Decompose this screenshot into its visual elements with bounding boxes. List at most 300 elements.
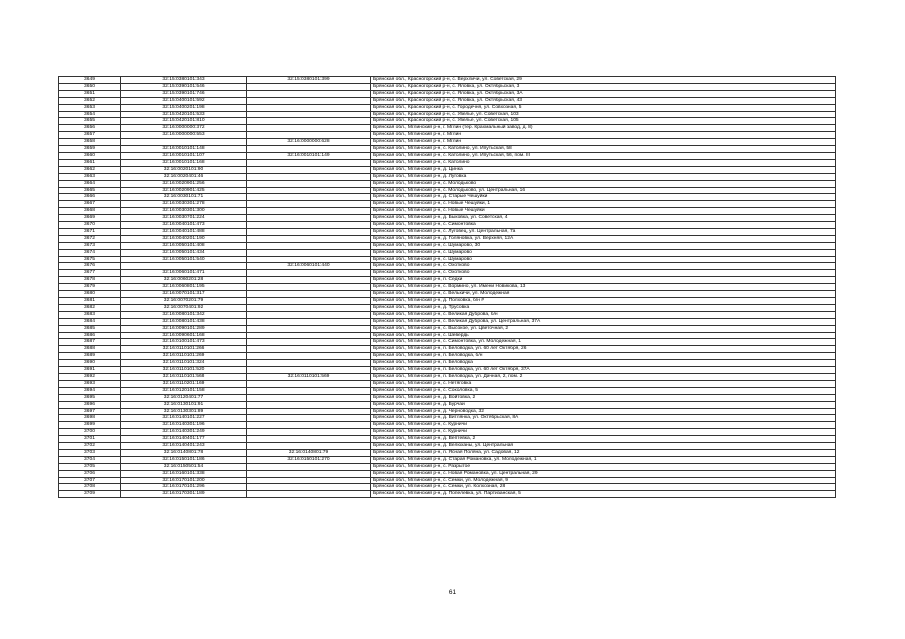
table-row — [59, 415, 836, 422]
address-cell: Брянская обл., Мглинский р-н, д. Луговка — [371, 173, 836, 180]
cadastral-number-cell: 32:16:0170101:200 — [121, 477, 247, 484]
address-cell: Брянская обл., Мглинский р-н, г. Мглин — [371, 139, 836, 146]
row-number-cell: 3649 — [59, 77, 121, 84]
cadastral-number-cell — [121, 139, 247, 146]
related-cadastral-number-cell — [247, 367, 371, 374]
row-number-cell: 3653 — [59, 104, 121, 111]
related-cadastral-number-cell — [247, 97, 371, 104]
cadastral-number-cell: 32:16:0090601:168 — [121, 332, 247, 339]
related-cadastral-number-cell — [247, 235, 371, 242]
cadastral-number-cell: 32:16:0020401:46 — [121, 173, 247, 180]
related-cadastral-number-cell — [247, 173, 371, 180]
table-row — [59, 284, 836, 291]
row-number-cell: 3654 — [59, 111, 121, 118]
cadastral-number-cell: 32:16:0080101:342 — [121, 311, 247, 318]
cadastral-number-cell: 32:16:0070101:317 — [121, 291, 247, 298]
cadastral-number-cell: 32:15:0390101:546 — [121, 83, 247, 90]
related-cadastral-number-cell — [247, 187, 371, 194]
row-number-cell: 3683 — [59, 311, 121, 318]
row-number-cell: 3701 — [59, 436, 121, 443]
table-row — [59, 125, 836, 132]
table-row — [59, 146, 836, 153]
address-cell: Брянская обл., Мглинский р-н, п. Беловодка, ул. Дачная, 2, пом. 2 — [371, 373, 836, 380]
table-row — [59, 83, 836, 90]
row-number-cell: 3667 — [59, 201, 121, 208]
address-cell: Брянская обл., Красногорский р-н, с. Увелье, ул. Советская, 105 — [371, 118, 836, 125]
related-cadastral-number-cell: 32:16:0060101:440 — [247, 263, 371, 270]
row-number-cell: 3665 — [59, 187, 121, 194]
table-row — [59, 443, 836, 450]
row-number-cell: 3703 — [59, 449, 121, 456]
address-cell: Брянская обл., Мглинский р-н, с. Велькичи, ул. Молодежная — [371, 291, 836, 298]
related-cadastral-number-cell — [247, 304, 371, 311]
cadastral-number-cell: 32:16:0040101:488 — [121, 228, 247, 235]
row-number-cell: 3702 — [59, 443, 121, 450]
cadastral-number-cell: 32:16:0010101:148 — [121, 146, 247, 153]
related-cadastral-number-cell — [247, 222, 371, 229]
table-row — [59, 298, 836, 305]
cadastral-number-cell: 32:16:0150101:186 — [121, 456, 247, 463]
cadastral-number-cell: 32:16:0050101:408 — [121, 242, 247, 249]
row-number-cell: 3669 — [59, 215, 121, 222]
cadastral-number-cell: 32:16:0140301:196 — [121, 422, 247, 429]
address-cell: Брянская обл., Мглинский р-н, с. Семки, ул. Молодежная, 9 — [371, 477, 836, 484]
address-cell: Брянская обл., Красногорский р-н, с. Яловка, ул. Октябрьская, 3 — [371, 83, 836, 90]
address-cell: Брянская обл., Мглинский р-н, д. Вептевка, 2 — [371, 436, 836, 443]
cadastral-number-cell: 32:16:0120401:77 — [121, 394, 247, 401]
address-cell: Брянская обл., Мглинский р-н, д. Бурчаи — [371, 401, 836, 408]
address-cell: Брянская обл., Мглинский р-н, с. Семки, ул. Колхозная, 28 — [371, 484, 836, 491]
related-cadastral-number-cell — [247, 353, 371, 360]
row-number-cell: 3656 — [59, 125, 121, 132]
cadastral-number-cell: 32:16:0100101:473 — [121, 339, 247, 346]
related-cadastral-number-cell: 32:16:0010101:149 — [247, 152, 371, 159]
table-row — [59, 187, 836, 194]
address-cell: Брянская обл., Мглинский р-н, с. Великая Дуброва, б/н — [371, 311, 836, 318]
table-row — [59, 394, 836, 401]
table-row — [59, 325, 836, 332]
cadastral-number-cell: 32:16:0030701:224 — [121, 215, 247, 222]
row-number-cell: 3696 — [59, 401, 121, 408]
address-cell: Брянская обл., Мглинский р-н, д. Трусовка — [371, 304, 836, 311]
table-row — [59, 104, 836, 111]
table-row — [59, 118, 836, 125]
cadastral-number-cell: 32:15:0420101:810 — [121, 118, 247, 125]
address-cell: Брянская обл., Красногорский р-н, с. Городечня, ул. Совхозная, 5 — [371, 104, 836, 111]
address-cell: Брянская обл., Мглинский р-н, п. Беловодка, ул. 60 лет Октября, 26 — [371, 346, 836, 353]
address-cell: Брянская обл., Мглинский р-н, п. Беловодка — [371, 360, 836, 367]
address-cell: Брянская обл., Мглинский р-н, д. Старая Романовка, ул. Молодежная, 1 — [371, 456, 836, 463]
related-cadastral-number-cell — [247, 422, 371, 429]
cadastral-number-cell: 32:16:0140401:243 — [121, 443, 247, 450]
table-row — [59, 449, 836, 456]
related-cadastral-number-cell — [247, 470, 371, 477]
cadastral-number-cell: 32:16:0110101:266 — [121, 346, 247, 353]
cadastral-number-cell: 32:16:0170101:296 — [121, 484, 247, 491]
address-cell: Брянская обл., Мглинский р-н, д. Голяновка, ул. Верхняя, 12А — [371, 235, 836, 242]
table-row — [59, 291, 836, 298]
cadastral-number-cell: 32:16:0140401:177 — [121, 436, 247, 443]
address-cell: Брянская обл., Мглинский р-н, г. Мглин (тер. Крахмальный завод, д. 8) — [371, 125, 836, 132]
table-row — [59, 235, 836, 242]
address-cell: Брянская обл., Мглинский р-н, с. Охотково — [371, 270, 836, 277]
cadastral-number-cell: 32:16:0120101:158 — [121, 387, 247, 394]
cadastral-number-cell: 32:15:0420101:533 — [121, 111, 247, 118]
address-cell: Брянская обл., Мглинский р-н, с. Охотково — [371, 263, 836, 270]
related-cadastral-number-cell — [247, 270, 371, 277]
row-number-cell: 3675 — [59, 256, 121, 263]
table-row — [59, 484, 836, 491]
related-cadastral-number-cell — [247, 408, 371, 415]
address-cell: Брянская обл., Мглинский р-н, с. Курничи — [371, 429, 836, 436]
cadastral-number-cell: 32:16:0020101:90 — [121, 166, 247, 173]
related-cadastral-number-cell — [247, 394, 371, 401]
related-cadastral-number-cell — [247, 339, 371, 346]
row-number-cell: 3658 — [59, 139, 121, 146]
cadastral-number-cell: 32:16:0140101:227 — [121, 415, 247, 422]
address-cell: Брянская обл., Мглинский р-н, п. Беловодка, ул. 60 лет Октября, 37А — [371, 367, 836, 374]
related-cadastral-number-cell: 32:16:0000000:628 — [247, 139, 371, 146]
cadastral-number-cell: 32:16:0050101:540 — [121, 256, 247, 263]
table-row — [59, 159, 836, 166]
row-number-cell: 3652 — [59, 97, 121, 104]
row-number-cell: 3674 — [59, 249, 121, 256]
row-number-cell: 3670 — [59, 222, 121, 229]
table-row — [59, 491, 836, 498]
table-row — [59, 367, 836, 374]
row-number-cell: 3666 — [59, 194, 121, 201]
cadastral-number-cell — [121, 263, 247, 270]
row-number-cell: 3685 — [59, 325, 121, 332]
table-row — [59, 318, 836, 325]
row-number-cell: 3691 — [59, 367, 121, 374]
row-number-cell: 3706 — [59, 470, 121, 477]
row-number-cell: 3661 — [59, 159, 121, 166]
table-row — [59, 311, 836, 318]
row-number-cell: 3679 — [59, 284, 121, 291]
address-cell: Брянская обл., Мглинский р-н, с. Новые Чешуйки, 1 — [371, 201, 836, 208]
related-cadastral-number-cell — [247, 104, 371, 111]
cadastral-number-cell: 32:16:0040201:190 — [121, 235, 247, 242]
cadastral-number-cell: 32:16:0060801:195 — [121, 284, 247, 291]
table-row — [59, 408, 836, 415]
cadastral-number-cell: 32:16:0030301:300 — [121, 208, 247, 215]
row-number-cell: 3662 — [59, 166, 121, 173]
cadastral-number-cell: 32:16:0070401:92 — [121, 304, 247, 311]
row-number-cell: 3682 — [59, 304, 121, 311]
address-cell: Брянская обл., Мглинский р-н, с. Вормино, ул. Имени Новикова, 13 — [371, 284, 836, 291]
table-row — [59, 180, 836, 187]
related-cadastral-number-cell — [247, 484, 371, 491]
address-cell: Брянская обл., Красногорский р-н, с. Верхличи, ул. Советская, 29 — [371, 77, 836, 84]
cadastral-number-cell: 32:16:0050101:434 — [121, 249, 247, 256]
cadastral-number-cell: 32:16:0060101:471 — [121, 270, 247, 277]
address-cell: Брянская обл., Мглинский р-н, с. Симонтовка — [371, 222, 836, 229]
cadastral-number-cell: 32:16:0020901:256 — [121, 180, 247, 187]
related-cadastral-number-cell — [247, 346, 371, 353]
address-cell: Брянская обл., Мглинский р-н, с. Высокое, ул. Цветочная, 2 — [371, 325, 836, 332]
table-row — [59, 332, 836, 339]
row-number-cell: 3676 — [59, 263, 121, 270]
address-cell: Брянская обл., Мглинский р-н, с. Курничи — [371, 422, 836, 429]
address-cell: Брянская обл., Мглинский р-н, с. Новая Романовка, ул. Центральная, 29 — [371, 470, 836, 477]
table-row — [59, 422, 836, 429]
related-cadastral-number-cell — [247, 159, 371, 166]
cadastral-number-cell: 32:16:0090101:289 — [121, 325, 247, 332]
table-row — [59, 470, 836, 477]
table-row — [59, 387, 836, 394]
table-row — [59, 429, 836, 436]
address-cell: Брянская обл., Мглинский р-н, с. Шумарово, 30 — [371, 242, 836, 249]
related-cadastral-number-cell: 32:16:0150101:270 — [247, 456, 371, 463]
related-cadastral-number-cell — [247, 125, 371, 132]
row-number-cell: 3671 — [59, 228, 121, 235]
row-number-cell: 3650 — [59, 83, 121, 90]
table-row — [59, 97, 836, 104]
address-cell: Брянская обл., Красногорский р-н, с. Яловка, ул. Октябрьская, 3А — [371, 90, 836, 97]
related-cadastral-number-cell — [247, 332, 371, 339]
cadastral-number-cell: 32:15:0390101:746 — [121, 90, 247, 97]
table-row — [59, 353, 836, 360]
related-cadastral-number-cell — [247, 249, 371, 256]
row-number-cell: 3694 — [59, 387, 121, 394]
registry-table-body — [59, 77, 836, 498]
table-row — [59, 152, 836, 159]
related-cadastral-number-cell — [247, 463, 371, 470]
related-cadastral-number-cell — [247, 311, 371, 318]
row-number-cell: 3663 — [59, 173, 121, 180]
cadastral-number-cell: 32:16:0130301:89 — [121, 408, 247, 415]
row-number-cell: 3672 — [59, 235, 121, 242]
address-cell: Брянская обл., Мглинский р-н, с. Католино, ул. Ипутьская, 56, пом. III — [371, 152, 836, 159]
table-row — [59, 132, 836, 139]
table-row — [59, 77, 836, 84]
table-row — [59, 90, 836, 97]
related-cadastral-number-cell — [247, 194, 371, 201]
cadastral-number-cell: 32:16:0140301:249 — [121, 429, 247, 436]
related-cadastral-number-cell — [247, 401, 371, 408]
related-cadastral-number-cell — [247, 228, 371, 235]
address-cell: Брянская обл., Мглинский р-н, п. Седки — [371, 277, 836, 284]
cadastral-number-cell: 32:16:0080101:438 — [121, 318, 247, 325]
cadastral-number-cell: 32:16:0000000:372 — [121, 125, 247, 132]
row-number-cell: 3678 — [59, 277, 121, 284]
related-cadastral-number-cell — [247, 415, 371, 422]
related-cadastral-number-cell — [247, 256, 371, 263]
row-number-cell: 3707 — [59, 477, 121, 484]
cadastral-number-cell: 32:16:0140801:78 — [121, 449, 247, 456]
cadastral-number-cell: 32:16:0110101:324 — [121, 360, 247, 367]
related-cadastral-number-cell — [247, 90, 371, 97]
table-row — [59, 380, 836, 387]
address-cell: Брянская обл., Мглинский р-н, д. Войтовка, 2 — [371, 394, 836, 401]
table-row — [59, 277, 836, 284]
table-row — [59, 401, 836, 408]
table-row — [59, 456, 836, 463]
address-cell: Брянская обл., Мглинский р-н, г. Мглин — [371, 132, 836, 139]
address-cell: Брянская обл., Мглинский р-н, с. Симонтовка, ул. Молодежная, 1 — [371, 339, 836, 346]
related-cadastral-number-cell — [247, 166, 371, 173]
cadastral-number-cell: 32:16:0030301:278 — [121, 201, 247, 208]
related-cadastral-number-cell — [247, 111, 371, 118]
related-cadastral-number-cell — [247, 291, 371, 298]
row-number-cell: 3688 — [59, 346, 121, 353]
related-cadastral-number-cell — [247, 242, 371, 249]
related-cadastral-number-cell — [247, 436, 371, 443]
row-number-cell: 3657 — [59, 132, 121, 139]
table-row — [59, 346, 836, 353]
row-number-cell: 3689 — [59, 353, 121, 360]
table-row — [59, 173, 836, 180]
address-cell: Брянская обл., Мглинский р-н, д. Черноводка, 32 — [371, 408, 836, 415]
related-cadastral-number-cell: 32:16:0140801:79 — [247, 449, 371, 456]
table-row — [59, 270, 836, 277]
address-cell: Брянская обл., Мглинский р-н, п. Беловодка, б/н — [371, 353, 836, 360]
cadastral-number-cell: 32:16:0110101:520 — [121, 367, 247, 374]
related-cadastral-number-cell — [247, 491, 371, 498]
address-cell: Брянская обл., Мглинский р-н, д. Велюханы, ул. Центральная — [371, 443, 836, 450]
address-cell: Брянская обл., Мглинский р-н, с. Шевердь — [371, 332, 836, 339]
table-row — [59, 208, 836, 215]
address-cell: Брянская обл., Мглинский р-н, с. Разрытое — [371, 463, 836, 470]
related-cadastral-number-cell — [247, 443, 371, 450]
row-number-cell: 3686 — [59, 332, 121, 339]
cadastral-number-cell: 32:15:0400201:198 — [121, 104, 247, 111]
related-cadastral-number-cell — [247, 318, 371, 325]
table-row — [59, 263, 836, 270]
page-number: 61 — [448, 589, 457, 596]
cadastral-number-cell: 32:16:0010101:107 — [121, 152, 247, 159]
address-cell: Брянская обл., Мглинский р-н, д. Полховка, б/н # — [371, 298, 836, 305]
related-cadastral-number-cell — [247, 477, 371, 484]
related-cadastral-number-cell — [247, 208, 371, 215]
related-cadastral-number-cell — [247, 118, 371, 125]
row-number-cell: 3673 — [59, 242, 121, 249]
related-cadastral-number-cell — [247, 132, 371, 139]
cadastral-number-cell: 32:16:0060201:28 — [121, 277, 247, 284]
address-cell: Брянская обл., Мглинский р-н, д. Цинка — [371, 166, 836, 173]
row-number-cell: 3705 — [59, 463, 121, 470]
row-number-cell: 3655 — [59, 118, 121, 125]
table-row — [59, 201, 836, 208]
row-number-cell: 3651 — [59, 90, 121, 97]
address-cell: Брянская обл., Красногорский р-н, с. Увелье, ул. Советская, 103 — [371, 111, 836, 118]
row-number-cell: 3684 — [59, 318, 121, 325]
row-number-cell: 3699 — [59, 422, 121, 429]
related-cadastral-number-cell: 32:16:0110101:569 — [247, 373, 371, 380]
table-row — [59, 194, 836, 201]
related-cadastral-number-cell — [247, 284, 371, 291]
address-cell: Брянская обл., Мглинский р-н, д. Быковка, ул. Советская, 4 — [371, 215, 836, 222]
related-cadastral-number-cell — [247, 201, 371, 208]
row-number-cell: 3690 — [59, 360, 121, 367]
row-number-cell: 3695 — [59, 394, 121, 401]
table-row — [59, 242, 836, 249]
related-cadastral-number-cell — [247, 429, 371, 436]
address-cell: Брянская обл., Мглинский р-н, д. Витлянка, ул. Октябрьская, 8А — [371, 415, 836, 422]
related-cadastral-number-cell — [247, 215, 371, 222]
address-cell: Брянская обл., Мглинский р-н, с. Шумарово — [371, 256, 836, 263]
table-row — [59, 249, 836, 256]
address-cell: Брянская обл., Мглинский р-н, с. Соколовка, 5 — [371, 387, 836, 394]
row-number-cell: 3687 — [59, 339, 121, 346]
table-row — [59, 256, 836, 263]
address-cell: Брянская обл., Мглинский р-н, п. Ясная Поляна, ул. Садовая, 12 — [371, 449, 836, 456]
address-cell: Брянская обл., Мглинский р-н, с. Католино — [371, 159, 836, 166]
row-number-cell: 3664 — [59, 180, 121, 187]
table-row — [59, 477, 836, 484]
table-row — [59, 436, 836, 443]
row-number-cell: 3698 — [59, 415, 121, 422]
cadastral-number-cell: 32:16:0170301:189 — [121, 491, 247, 498]
row-number-cell: 3680 — [59, 291, 121, 298]
related-cadastral-number-cell — [247, 298, 371, 305]
address-cell: Брянская обл., Мглинский р-н, с. Великая Дуброва, ул. Центральная, 37А — [371, 318, 836, 325]
row-number-cell: 3668 — [59, 208, 121, 215]
cadastral-number-cell: 32:16:0110101:269 — [121, 353, 247, 360]
cadastral-number-cell: 32:16:0040101:473 — [121, 222, 247, 229]
table-row — [59, 360, 836, 367]
cadastral-number-cell: 32:16:0030101:71 — [121, 194, 247, 201]
table-row — [59, 463, 836, 470]
cadastral-number-cell: 32:16:0160101:338 — [121, 470, 247, 477]
row-number-cell: 3693 — [59, 380, 121, 387]
related-cadastral-number-cell: 32:15:0380101:399 — [247, 77, 371, 84]
table-row — [59, 228, 836, 235]
cadastral-number-cell: 32:16:0150501:54 — [121, 463, 247, 470]
cadastral-number-cell: 32:16:0130101:91 — [121, 401, 247, 408]
row-number-cell: 3660 — [59, 152, 121, 159]
related-cadastral-number-cell — [247, 277, 371, 284]
address-cell: Брянская обл., Мглинский р-н, с. Нетяговка — [371, 380, 836, 387]
row-number-cell: 3659 — [59, 146, 121, 153]
table-row — [59, 139, 836, 146]
related-cadastral-number-cell — [247, 360, 371, 367]
cadastral-number-cell: 32:16:0110101:568 — [121, 373, 247, 380]
cadastral-number-cell: 32:16:0020901:425 — [121, 187, 247, 194]
table-row — [59, 222, 836, 229]
row-number-cell: 3708 — [59, 484, 121, 491]
table-row — [59, 339, 836, 346]
cadastral-number-cell: 32:15:0400101:592 — [121, 97, 247, 104]
table-row — [59, 111, 836, 118]
table-row — [59, 373, 836, 380]
row-number-cell: 3709 — [59, 491, 121, 498]
table-row — [59, 166, 836, 173]
address-cell: Брянская обл., Мглинский р-н, с. Шумарово — [371, 249, 836, 256]
row-number-cell: 3700 — [59, 429, 121, 436]
cadastral-number-cell: 32:16:0110201:169 — [121, 380, 247, 387]
address-cell: Брянская обл., Мглинский р-н, д. Попелевка, ул. Партизанская, 5 — [371, 491, 836, 498]
row-number-cell: 3704 — [59, 456, 121, 463]
cadastral-number-cell: 32:16:0070201:79 — [121, 298, 247, 305]
related-cadastral-number-cell — [247, 380, 371, 387]
related-cadastral-number-cell — [247, 83, 371, 90]
row-number-cell: 3677 — [59, 270, 121, 277]
table-row — [59, 215, 836, 222]
cadastral-number-cell: 32:15:0380101:343 — [121, 77, 247, 84]
address-cell: Брянская обл., Мглинский р-н, с. Католино, ул. Ипутьская, 58 — [371, 146, 836, 153]
address-cell: Брянская обл., Красногорский р-н, с. Яловка, ул. Октябрьская, 43 — [371, 97, 836, 104]
address-cell: Брянская обл., Мглинский р-н, с. Молодьково — [371, 180, 836, 187]
address-cell: Брянская обл., Мглинский р-н, с. Луговец, ул. Центральная, 7а — [371, 228, 836, 235]
cadastral-number-cell: 32:16:0010101:168 — [121, 159, 247, 166]
row-number-cell: 3697 — [59, 408, 121, 415]
address-cell: Брянская обл., Мглинский р-н, с. Молодьково, ул. Центральная, 16 — [371, 187, 836, 194]
address-cell: Брянская обл., Мглинский р-н, с. Новые Чешуйки — [371, 208, 836, 215]
related-cadastral-number-cell — [247, 180, 371, 187]
table-row — [59, 304, 836, 311]
